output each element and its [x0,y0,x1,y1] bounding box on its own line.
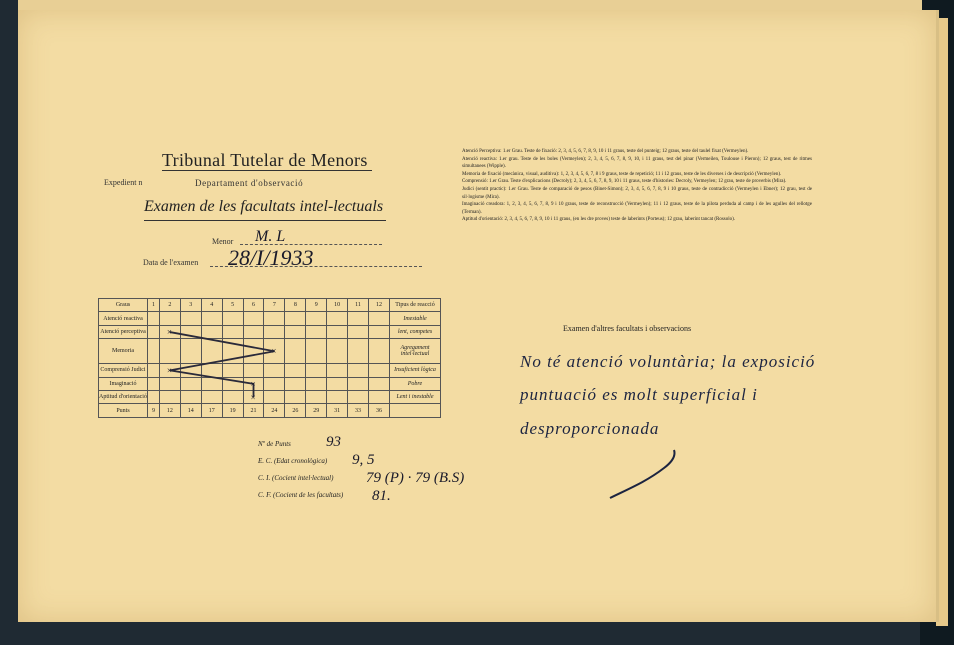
punts-total-value: 93 [326,434,341,450]
title-underline [162,170,372,171]
tests-paragraph: Aptitud d'orientació: 2, 3, 4, 5, 6, 7, 8, 9, 10 i 11 graus, (en les dre proves) teste de laberints (Porteus); 12 grau, laberint tancat (Rossolo). [462,217,736,223]
grid-row [99,391,441,404]
punts-value: 24 [264,404,285,418]
ec-value: 9, 5 [352,452,375,468]
exam-title: Examen de les facultats intel-lectuals [144,198,384,215]
grid-header-row [99,299,441,312]
punts-value: 19 [222,404,243,418]
grid-col-header: 5 [222,299,243,312]
ec-label: E. C. (Edat cronològica) [258,457,328,465]
grid-col-header: 1 [148,299,160,312]
grid-row [99,339,441,364]
grid-col-header: 4 [201,299,222,312]
signature-stroke [606,446,686,506]
grid-row [99,364,441,377]
tests-paragraph: Atenció reactiva: 1.er grau. Teste de les boles (Vermeylen); 2, 3, 4, 5, 6, 7, 8, 9, 10, i 11 graus, test del pinar (Vermeilen, Toulouse i Pieron); 12 graus, test de ritmes simultanees (Wipple). [462,156,812,170]
grid-row-label: Imaginació [99,377,148,390]
punts-value: 26 [285,404,306,418]
tests-paragraph: Comprensió: 1.er Grau. Teste d'explicacions (Decroly); 2, 3, 4, 5, 6, 7, 8, 9, 10 i 11 graus, teste d'histories: Decroly, Vermeylen; 12 grau, teste de proverbis (Mira). [462,179,787,185]
exam-title-underline [144,220,386,221]
reaction-type: Insuficient lògica [390,364,441,377]
grid-row-label: Atenció perceptiva [99,325,148,338]
tests-paragraph: Judici (sentit practic): 1.er Grau. Teste de comparació de pesos (Binet-Simon); 2, 3, 4, 5, 6, 7, 8, 9 i 10 graus, teste de contradicció (Vermeylen i Ebner); 12 grau, test de sil·logisme (Mira). [462,186,812,200]
tests-paragraph: Atenció Perceptiva: 1.er Grau. Teste de fixació: 2, 3, 4, 5, 6, 7, 8, 9, 10 i 11 graus, teste del punteig; 12 graus, teste del taulel fixat (Vermeylen). [462,149,749,154]
grid-col-header: 2 [159,299,180,312]
punts-value: 31 [327,404,348,418]
grid-row [99,312,441,325]
profile-point-marker: × [250,392,256,403]
punts-value: 33 [348,404,369,418]
reaction-type: Lent i inestable [390,391,441,404]
grid-col-header: 6 [243,299,264,312]
faculties-table [98,298,441,418]
observations-title: Examen d'altres facultats i observacions [563,324,692,333]
tribunal-title: Tribunal Tutelar de Menors [162,150,368,170]
observation-line: desproporcionada [520,419,660,438]
cf-value: 81. [372,488,391,504]
reaction-type: lent, competes [390,325,441,338]
grid-row-label: Comprensió Judici [99,364,148,377]
department-label: Departament d'observació [195,178,304,188]
reaction-type: Imestable [390,312,441,325]
reaction-type: Pobre [390,377,441,390]
observation-line: No té atenció voluntària; la exposició [520,352,816,371]
grid-col-header: 11 [348,299,369,312]
punts-value: 12 [159,404,180,418]
graus-label: Graus [99,299,148,312]
punts-value: 36 [369,404,390,418]
punts-label: Punts [99,404,148,418]
punts-value: 9 [148,404,160,418]
types-label: Tipus de reacció [390,299,441,312]
grid-col-header: 3 [180,299,201,312]
date-label: Data de l'examen [143,258,199,267]
punts-value: 17 [201,404,222,418]
grid-col-header: 8 [285,299,306,312]
grid-row [99,325,441,338]
tests-description [462,148,812,224]
profile-point-marker: × [166,327,172,338]
ci-value: 79 (P) · 79 (B.S) [366,470,465,486]
grid-col-header: 10 [327,299,348,312]
ci-label: C. I. (Cocient intel·lectual) [258,474,334,482]
profile-point-marker: × [271,346,277,357]
grid-row-label: Atenció reactiva [99,312,148,325]
date-value: 28/I/1933 [228,245,314,270]
grid-row-label: Aptitud d'orientació [99,391,148,404]
grid-col-header: 12 [369,299,390,312]
grid-punts-row [99,404,441,418]
tests-paragraph: Imaginació creadora: 1, 2, 3, 4, 5, 6, 7, 8, 9 i 10 graus, teste de reconstrucció (Vermeylen); 11 i 12 graus, teste de la pilota perduda al camp i de les agulles del rellotge (Terman). [462,202,812,215]
punts-value: 21 [243,404,264,418]
profile-point-marker: × [250,378,256,389]
grid-row [99,377,441,390]
punts-value: 29 [306,404,327,418]
grid-col-header: 7 [264,299,285,312]
menor-label: Menor [212,237,234,246]
cf-label: C. F. (Cocient de les facultats) [258,491,344,499]
punts-value: 14 [180,404,201,418]
profile-point-marker: × [166,365,172,376]
faculties-grid [98,298,441,418]
grid-row-label: Memoria [99,339,148,364]
tests-paragraph: Memoria de fixació (mecànica, visual, auditiva): 1, 2, 3, 4, 5, 6, 7, 8 i 9 graus, teste de repetició; 11 i 12 graus, teste de les diverses i de descripció (Vermeylen). [462,171,782,177]
reaction-type: Agregament intel·lectual [390,339,441,364]
punts-total-label: Nº de Punts [258,440,291,448]
menor-value: M. L [255,228,286,245]
grid-col-header: 9 [306,299,327,312]
observation-line: puntuació es molt superficial i [520,385,758,404]
expedient-label: Expedient n [104,178,143,187]
